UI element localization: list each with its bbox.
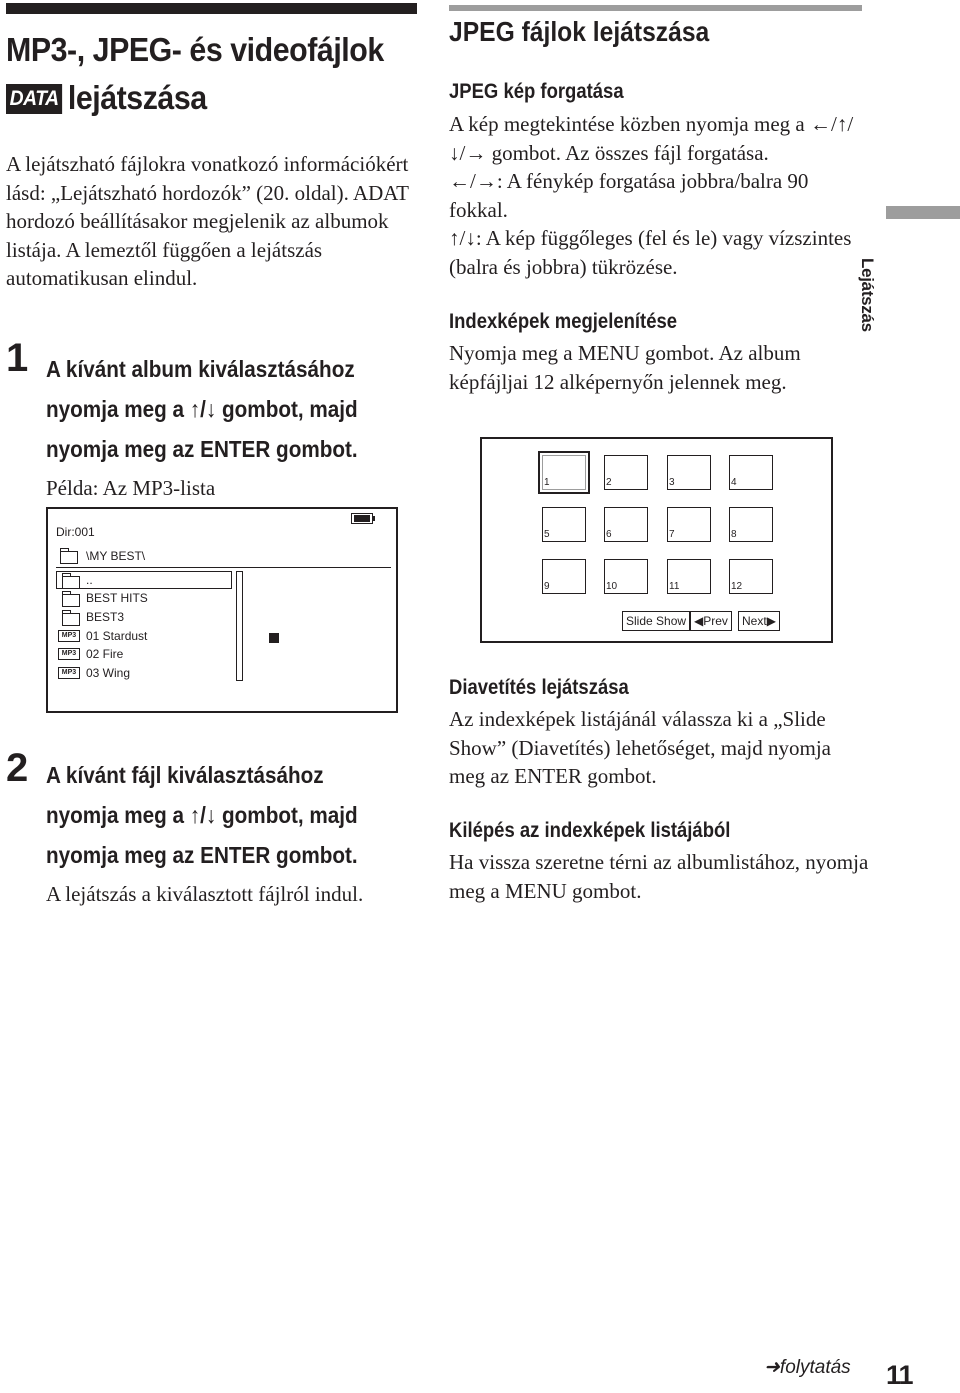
rotate-body (449, 110, 869, 281)
folder-icon (62, 613, 80, 626)
continue-label: folytatás (779, 1357, 851, 1378)
index-body: Nyomja meg a MENU gombot. Az album képfájljai 12 alképernyőn jelennek meg. (449, 341, 801, 394)
list-scrollbar[interactable] (236, 571, 243, 681)
side-tab-bar (886, 206, 960, 219)
index-thumbnail-number: 11 (669, 581, 680, 592)
list-item-label: .. (86, 573, 93, 587)
list-item-label: 02 Fire (86, 647, 124, 661)
index-screen (480, 437, 833, 643)
index-thumbnail-number: 5 (544, 529, 550, 540)
step-2-note: A lejátszás a kiválasztott fájlról indul. (46, 882, 364, 906)
continue-note: ➜folytatás (764, 1357, 851, 1378)
next-button[interactable]: Next▶ (738, 611, 780, 631)
prev-label: Prev (703, 614, 728, 628)
prev-button[interactable]: ◀Prev (690, 611, 732, 631)
slideshow-heading: Diavetítés lejátszása (449, 676, 629, 699)
mp3-file-icon: MP3 (58, 648, 80, 660)
rotate-body-2: ←/→: A fénykép forgatása jobbra/balra 90 fokkal. (449, 169, 809, 222)
data-badge: DATA (6, 84, 62, 114)
list-item-label: BEST HITS (86, 591, 148, 605)
section-title-line2: lejátszása (67, 79, 207, 116)
top-rule-right (449, 5, 862, 11)
step-2-text: A kívánt fájl kiválasztásához nyomja meg a ↑/↓ gombot, majd nyomja meg az ENTER gombot. (46, 762, 358, 868)
stop-icon (269, 633, 279, 643)
index-thumbnail-number: 8 (731, 529, 737, 540)
exit-heading: Kilépés az indexképek listájából (449, 819, 731, 842)
jpeg-section-title: JPEG fájlok lejátszása (449, 16, 710, 47)
index-thumbnail-number: 1 (544, 477, 550, 488)
rotate-body-1: A kép megtekintése közben nyomja meg a ←/↑/↓/→ gombot. Az összes fájl forgatása. (449, 112, 854, 165)
index-thumbnail-number: 3 (669, 477, 675, 488)
slideshow-body: Az indexképek listájánál válassza ki a „Slide Show” (Diavetítés) lehetőséget, majd nyomja meg az ENTER gombot. (449, 707, 831, 788)
intro-paragraph: A lejátszható fájlokra vonatkozó információkért lásd: „Lejátszható hordozók” (20. oldal). ADAT hordozó beállításakor megjelenik az albumok listája. A lemeztől függően a lejátszás automatikusan elindul. (6, 152, 409, 290)
section-title (6, 26, 392, 122)
index-heading: Indexképek megjelenítése (449, 310, 678, 333)
step-2-number: 2 (6, 746, 29, 790)
step-1-number: 1 (6, 336, 29, 380)
index-thumbnail-number: 12 (731, 581, 743, 592)
exit-body: Ha vissza szeretne térni az albumlistához, nyomja meg a MENU gombot. (449, 850, 869, 903)
slide-show-button[interactable]: Slide Show (622, 611, 690, 631)
list-item-label: 01 Stardust (86, 629, 148, 643)
page-number: 11 (886, 1360, 913, 1390)
battery-icon (351, 513, 373, 524)
next-label: Next (742, 614, 767, 628)
index-thumbnail-number: 2 (606, 477, 612, 488)
list-selection-highlight (56, 571, 232, 589)
mp3-file-icon: MP3 (58, 667, 80, 679)
list-item-label: BEST3 (86, 610, 125, 624)
path-label: \MY BEST\ (86, 549, 146, 563)
mp3-list-screen (46, 507, 398, 713)
mp3-file-icon: MP3 (58, 630, 80, 642)
index-thumbnail-number: 7 (669, 529, 675, 540)
dir-label: Dir:001 (56, 525, 95, 539)
side-tab-label: Lejátszás (858, 258, 877, 332)
folder-icon (62, 594, 80, 607)
step-1-text: A kívánt album kiválasztásához nyomja meg a ↑/↓ gombot, majd nyomja meg az ENTER gombot. (46, 356, 358, 462)
list-item-label: 03 Wing (86, 666, 131, 680)
index-thumbnail-number: 9 (544, 581, 550, 592)
rotate-heading: JPEG kép forgatása (449, 80, 624, 103)
parent-folder-icon (62, 576, 80, 589)
top-rule-left (6, 3, 417, 14)
folder-icon (60, 551, 78, 564)
index-thumbnail-number: 6 (606, 529, 612, 540)
rotate-body-3: ↑/↓: A kép függőleges (fel és le) vagy vízszintes (balra és jobbra) tükrözése. (449, 226, 852, 279)
example-caption: Példa: Az MP3-lista (46, 476, 216, 500)
index-thumbnail-number: 4 (731, 477, 737, 488)
index-thumbnail-number: 10 (606, 581, 618, 592)
section-title-line1: MP3-, JPEG- és videofájlok (6, 31, 384, 68)
path-row (56, 547, 391, 568)
